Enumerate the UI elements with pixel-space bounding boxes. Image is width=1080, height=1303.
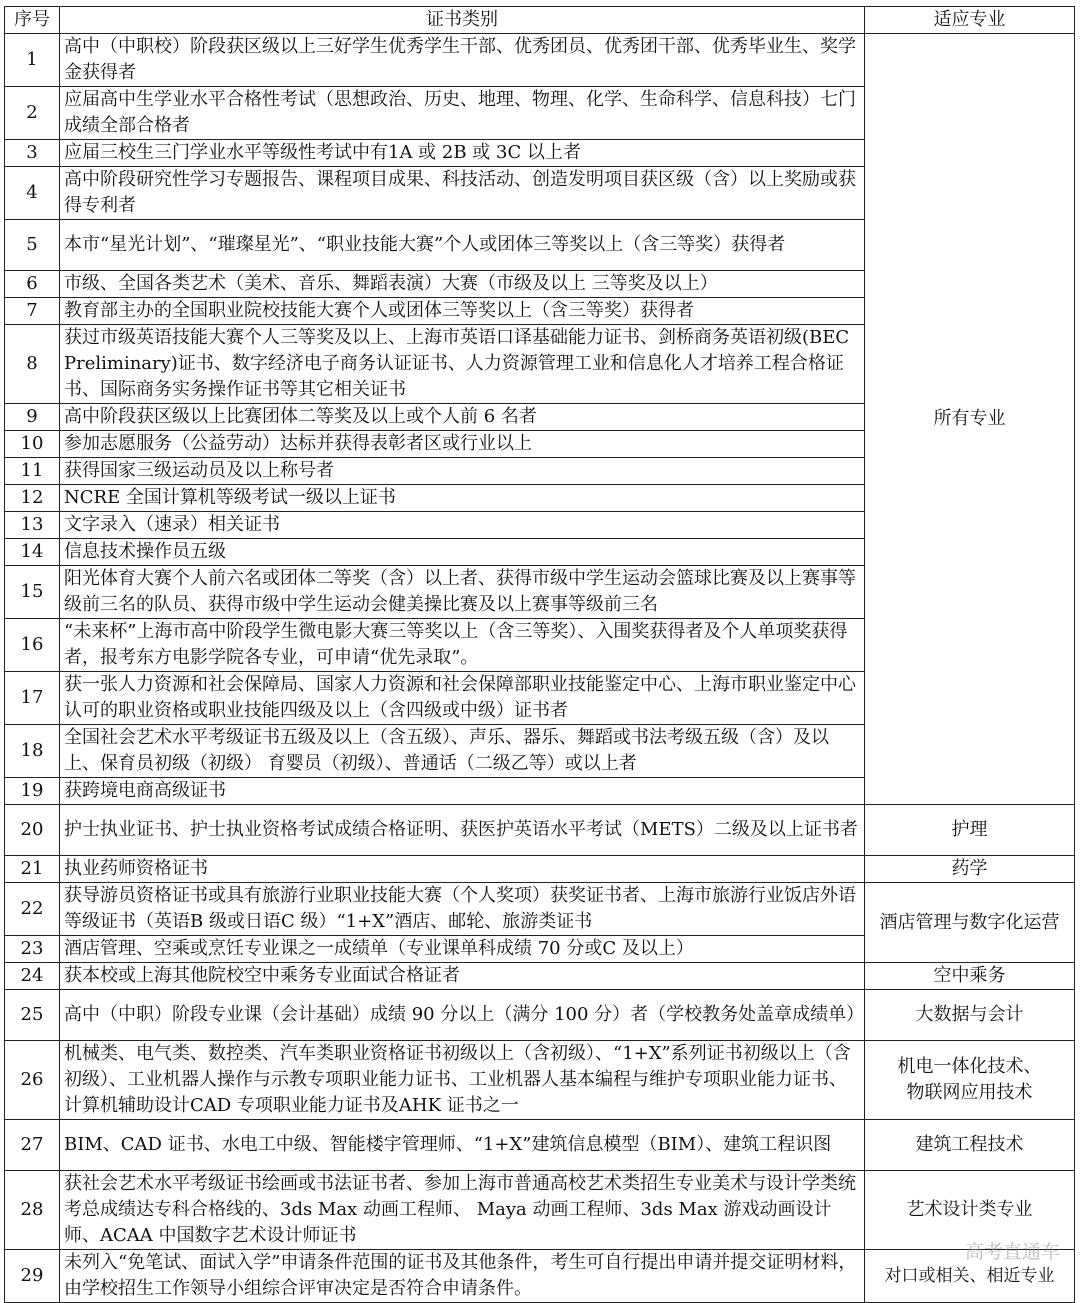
major-art: 艺术设计类专业	[865, 1171, 1075, 1250]
major-pharmacy: 药学	[865, 856, 1075, 883]
row-number: 7	[5, 298, 60, 325]
certificate-category: 护士执业证书、护士执业资格考试成绩合格证明、获医护英语水平考试（METS）二级及以上证书者	[60, 805, 865, 856]
row-number: 16	[5, 619, 60, 672]
certificate-category: 参加志愿服务（公益劳动）达标并获得表彰者区或行业以上	[60, 431, 865, 458]
major-related: 对口或相关、相近专业	[865, 1250, 1075, 1303]
row-number: 2	[5, 87, 60, 140]
certificate-category: 应届高中生学业水平合格性考试（思想政治、历史、地理、物理、化学、生命科学、信息科技）七门成绩全部合格者	[60, 87, 865, 140]
certificate-category: 机械类、电气类、数控类、汽车类职业资格证书初级以上（含初级）、“1+X”系列证书初级以上（含初级）、工业机器人操作与示教专项职业能力证书、工业机器人基本编程与维护专项职业能力证书、计算机辅助设计CAD 专项职业能力证书及AHK 证书之一	[60, 1041, 865, 1120]
row-number: 10	[5, 431, 60, 458]
row-number: 21	[5, 856, 60, 883]
row-number: 15	[5, 566, 60, 619]
major-mechatronics-line2: 物联网应用技术	[906, 1082, 1033, 1103]
row-number: 20	[5, 805, 60, 856]
certificate-category: 信息技术操作员五级	[60, 539, 865, 566]
table-row	[5, 990, 1075, 1041]
table-row	[5, 1120, 1075, 1171]
certificate-category: 执业药师资格证书	[60, 856, 865, 883]
certificate-table	[4, 6, 1075, 1303]
certificate-category: 教育部主办的全国职业院校技能大赛个人或团体三等奖以上（含三等奖）获得者	[60, 298, 865, 325]
major-accounting: 大数据与会计	[865, 990, 1075, 1041]
row-number: 5	[5, 220, 60, 271]
certificate-category: NCRE 全国计算机等级考试一级以上证书	[60, 485, 865, 512]
major-hotel: 酒店管理与数字化运营	[865, 883, 1075, 963]
row-number: 24	[5, 963, 60, 990]
certificate-category: 酒店管理、空乘或烹饪专业课之一成绩单（专业课单科成绩 70 分或C 及以上）	[60, 936, 865, 963]
major-mechatronics	[865, 1041, 1075, 1120]
certificate-category: “未来杯”上海市高中阶段学生微电影大赛三等奖以上（含三等奖）、入围奖获得者及个人单项奖获得者，报考东方电影学院各专业，可申请“优先录取”。	[60, 619, 865, 672]
table-row	[5, 963, 1075, 990]
certificate-category: 获导游员资格证书或具有旅游行业职业技能大赛（个人奖项）获奖证书者、上海市旅游行业饭店外语等级证书（英语B 级或日语C 级）“1+X”酒店、邮轮、旅游类证书	[60, 883, 865, 936]
table-row	[5, 1041, 1075, 1120]
certificate-category: 文字录入（速录）相关证书	[60, 512, 865, 539]
certificate-category: 本市“星光计划”、“璀璨星光”、“职业技能大赛”个人或团体三等奖以上（含三等奖）获得者	[60, 220, 865, 271]
certificate-category: 获跨境电商高级证书	[60, 778, 865, 805]
row-number: 6	[5, 271, 60, 298]
row-number: 19	[5, 778, 60, 805]
header-no: 序号	[5, 7, 60, 34]
row-number: 17	[5, 672, 60, 725]
certificate-category: 高中阶段研究性学习专题报告、课程项目成果、科技活动、创造发明项目获区级（含）以上奖励或获得专利者	[60, 167, 865, 220]
certificate-category: 获本校或上海其他院校空中乘务专业面试合格证者	[60, 963, 865, 990]
row-number: 28	[5, 1171, 60, 1250]
header-major: 适应专业	[865, 7, 1075, 34]
certificate-category: 高中阶段获区级以上比赛团体二等奖及以上或个人前 6 名者	[60, 404, 865, 431]
row-number: 11	[5, 458, 60, 485]
row-number: 12	[5, 485, 60, 512]
certificate-category: 应届三校生三门学业水平等级性考试中有1A 或 2B 或 3C 以上者	[60, 140, 865, 167]
major-aviation: 空中乘务	[865, 963, 1075, 990]
row-number: 23	[5, 936, 60, 963]
table-row	[5, 1171, 1075, 1250]
major-all: 所有专业	[865, 34, 1075, 805]
row-number: 4	[5, 167, 60, 220]
row-number: 13	[5, 512, 60, 539]
table-row	[5, 1250, 1075, 1303]
row-number: 8	[5, 325, 60, 404]
major-mechatronics-line1: 机电一体化技术、	[897, 1056, 1042, 1077]
row-number: 29	[5, 1250, 60, 1303]
table-row	[5, 34, 1075, 87]
certificate-category: 全国社会艺术水平考级证书五级及以上（含五级）、声乐、器乐、舞蹈或书法考级五级（含）及以上、保育员初级（初级） 育婴员（初级）、普通话（二级乙等）或以上者	[60, 725, 865, 778]
row-number: 18	[5, 725, 60, 778]
row-number: 9	[5, 404, 60, 431]
row-number: 27	[5, 1120, 60, 1171]
table-row	[5, 856, 1075, 883]
major-construction: 建筑工程技术	[865, 1120, 1075, 1171]
certificate-category: 未列入“免笔试、面试入学”申请条件范围的证书及其他条件，考生可自行提出申请并提交证明材料，由学校招生工作领导小组综合评审决定是否符合申请条件。	[60, 1250, 865, 1303]
major-nursing: 护理	[865, 805, 1075, 856]
certificate-category: 获社会艺术水平考级证书绘画或书法证书者、参加上海市普通高校艺术类招生专业美术与设计学类统考总成绩达专科合格线的、3ds Max 动画工程师、 Maya 动画工程师、3ds Max 游戏动画设计师、ACAA 中国数字艺术设计师证书	[60, 1171, 865, 1250]
certificate-category: BIM、CAD 证书、水电工中级、智能楼宇管理师、“1+X”建筑信息模型（BIM）、建筑工程识图	[60, 1120, 865, 1171]
row-number: 26	[5, 1041, 60, 1120]
row-number: 3	[5, 140, 60, 167]
row-number: 1	[5, 34, 60, 87]
certificate-category: 获一张人力资源和社会保障局、国家人力资源和社会保障部职业技能鉴定中心、上海市职业鉴定中心认可的职业资格或职业技能四级及以上（含四级或中级）证书者	[60, 672, 865, 725]
table-row	[5, 883, 1075, 936]
watermark: 高考直通车	[964, 1241, 1060, 1263]
certificate-category: 获过市级英语技能大赛个人三等奖及以上、上海市英语口译基础能力证书、剑桥商务英语初级(BEC Preliminary)证书、数字经济电子商务认证证书、人力资源管理工业和信息化人才培养工程合格证书、国际商务实务操作证书等其它相关证书	[60, 325, 865, 404]
row-number: 22	[5, 883, 60, 936]
certificate-category: 高中（中职）阶段专业课（会计基础）成绩 90 分以上（满分 100 分）者（学校教务处盖章成绩单）	[60, 990, 865, 1041]
row-number: 14	[5, 539, 60, 566]
table-row	[5, 805, 1075, 856]
header-category: 证书类别	[60, 7, 865, 34]
certificate-category: 市级、全国各类艺术（美术、音乐、舞蹈表演）大赛（市级及以上 三等奖及以上）	[60, 271, 865, 298]
certificate-category: 高中（中职校）阶段获区级以上三好学生优秀学生干部、优秀团员、优秀团干部、优秀毕业生、奖学金获得者	[60, 34, 865, 87]
header-row	[5, 7, 1075, 34]
row-number: 25	[5, 990, 60, 1041]
certificate-category: 阳光体育大赛个人前六名或团体二等奖（含）以上者、获得市级中学生运动会篮球比赛及以上赛事等级前三名的队员、获得市级中学生运动会健美操比赛及以上赛事等级前三名	[60, 566, 865, 619]
certificate-category: 获得国家三级运动员及以上称号者	[60, 458, 865, 485]
